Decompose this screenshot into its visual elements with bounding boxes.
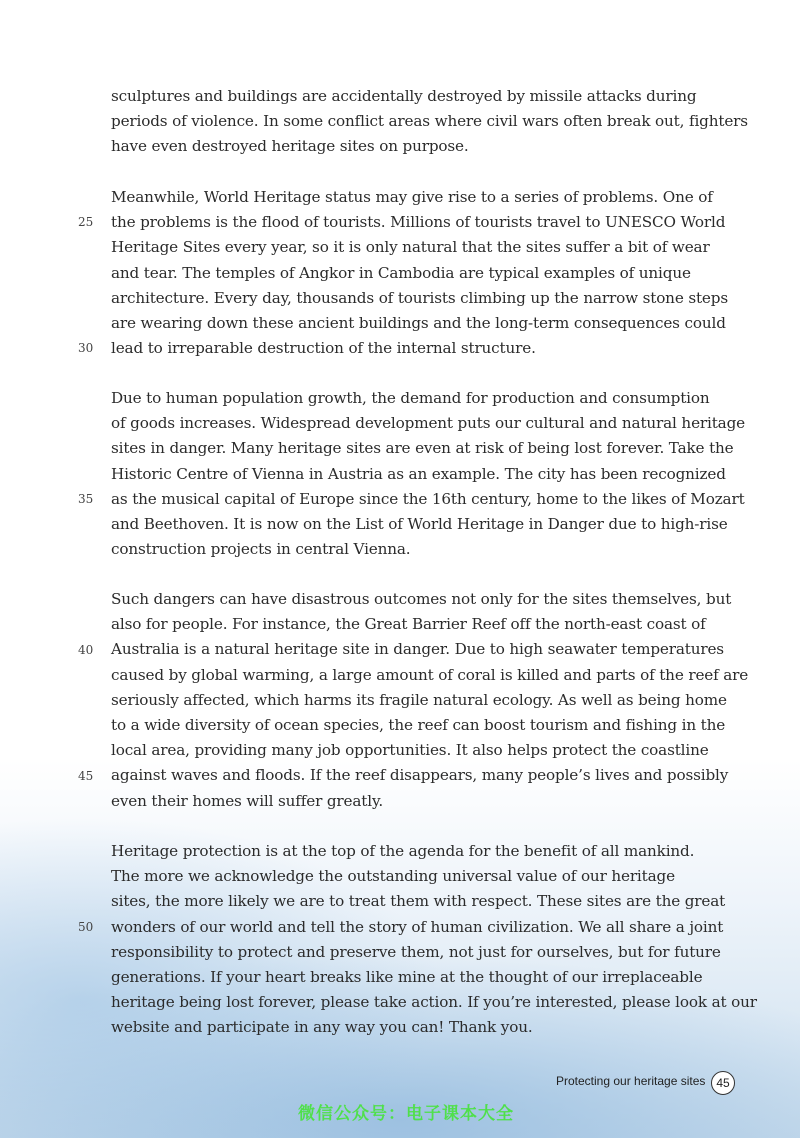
- footer-section-title: Protecting our heritage sites: [556, 1074, 706, 1088]
- text-line: and tear. The temples of Angkor in Cambodia are typical examples of unique: [111, 263, 691, 282]
- page-number: 45: [711, 1071, 735, 1095]
- text-line: against waves and floods. If the reef disappears, many people’s lives and possibly: [111, 766, 729, 785]
- line-number: 35: [78, 492, 94, 506]
- text-line: sites, the more likely we are to treat them with respect. These sites are the great: [111, 892, 726, 911]
- text-line: construction projects in central Vienna.: [111, 540, 411, 559]
- line-number: 30: [78, 341, 94, 355]
- text-line: seriously affected, which harms its fragile natural ecology. As well as being home: [111, 690, 727, 709]
- text-line: are wearing down these ancient buildings and the long-term consequences could: [111, 313, 726, 332]
- text-line: website and participate in any way you can! Thank you.: [111, 1018, 533, 1037]
- text-line: responsibility to protect and preserve them, not just for ourselves, but for future: [111, 942, 721, 961]
- text-line: local area, providing many job opportunities. It also helps protect the coastline: [111, 741, 709, 760]
- text-line: Meanwhile, World Heritage status may give rise to a series of problems. One of: [111, 188, 713, 206]
- text-line: heritage being lost forever, please take action. If you’re interested, please look at our: [111, 993, 757, 1012]
- text-line: also for people. For instance, the Great Barrier Reef off the north-east coast of: [111, 615, 706, 634]
- text-line: as the musical capital of Europe since the 16th century, home to the likes of Mozart: [111, 489, 745, 508]
- text-line: to a wide diversity of ocean species, the reef can boost tourism and fishing in the: [111, 715, 726, 734]
- text-line: Heritage Sites every year, so it is only natural that the sites suffer a bit of wear: [111, 238, 710, 257]
- text-line: periods of violence. In some conflict areas where civil wars often break out, fighters: [111, 112, 748, 131]
- text-line: even their homes will suffer greatly.: [111, 791, 384, 810]
- watermark-text: 微信公众号：电子课本大全: [298, 1104, 514, 1124]
- text-line: Historic Centre of Vienna in Austria as an example. The city has been recognized: [111, 464, 726, 483]
- text-line: the problems is the flood of tourists. Millions of tourists travel to UNESCO World: [111, 213, 726, 232]
- text-line: architecture. Every day, thousands of tourists climbing up the narrow stone steps: [111, 288, 728, 307]
- line-number: 25: [78, 215, 94, 229]
- text-line: Such dangers can have disastrous outcomes not only for the sites themselves, but: [111, 590, 732, 608]
- text-line: and Beethoven. It is now on the List of World Heritage in Danger due to high-rise: [111, 514, 728, 533]
- text-line: of goods increases. Widespread development puts our cultural and natural heritage: [111, 414, 745, 433]
- line-number: 50: [78, 920, 94, 934]
- text-line: caused by global warming, a large amount of coral is killed and parts of the reef are: [111, 665, 749, 684]
- text-line: have even destroyed heritage sites on purpose.: [111, 137, 469, 156]
- text-line: Due to human population growth, the demand for production and consumption: [111, 389, 710, 407]
- text-line: generations. If your heart breaks like mine at the thought of our irreplaceable: [111, 967, 703, 986]
- text-line: lead to irreparable destruction of the internal structure.: [111, 339, 536, 358]
- paragraph-3: [111, 386, 745, 562]
- text-line: Australia is a natural heritage site in danger. Due to high seawater temperatures: [111, 640, 724, 659]
- line-number: 45: [78, 769, 94, 783]
- text-line: sites in danger. Many heritage sites are even at risk of being lost forever. Take the: [111, 439, 734, 458]
- paragraph-4: [111, 587, 749, 814]
- text-line: wonders of our world and tell the story of human civilization. We all share a joint: [111, 917, 724, 936]
- text-line: sculptures and buildings are accidentally destroyed by missile attacks during: [111, 87, 697, 105]
- text-line: Heritage protection is at the top of the agenda for the benefit of all mankind.: [111, 842, 695, 860]
- line-number: 40: [78, 643, 94, 657]
- text-line: The more we acknowledge the outstanding universal value of our heritage: [111, 867, 675, 886]
- paragraph-2: [111, 185, 728, 361]
- paragraph-1: [111, 84, 748, 160]
- paragraph-5: [111, 839, 757, 1041]
